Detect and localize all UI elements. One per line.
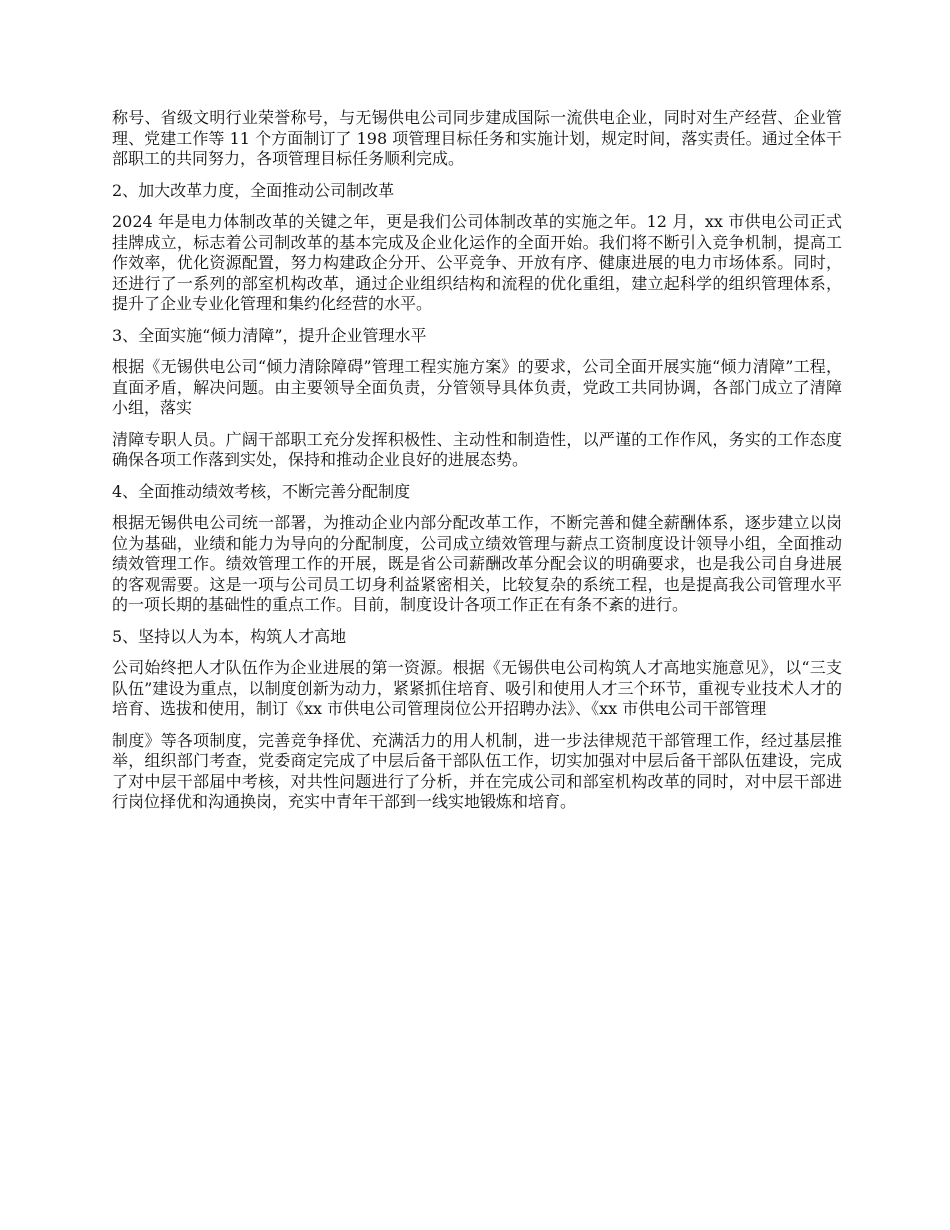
paragraph-5b: 制度》等各项制度，完善竞争择优、充满活力的用人机制，进一步法律规范干部管理工作，经过基层推举，组织部门考查，党委商定完成了中层后备干部队伍工作，切实加强对中层后备干部队伍建设，完成了对中层干部届中考核，对共性问题进行了分析，并在完成公司和部室机构改革的同时，对中层干部进行岗位择优和沟通换岗，充实中青年干部到一线实地锻炼和培育。: [112, 730, 842, 811]
section-heading-5: 5、坚持以人为本，构筑人才高地: [112, 626, 347, 646]
section-heading-2: 2、加大改革力度，全面推动公司制改革: [112, 180, 395, 200]
section-heading-4: 4、全面推动绩效考核，不断完善分配制度: [112, 481, 411, 501]
paragraph-3b: 清障专职人员。广阔干部职工充分发挥积极性、主动性和制造性，以严谨的工作作风，务实的工作态度确保各项工作落到实处，保持和推动企业良好的进展态势。: [112, 429, 842, 469]
paragraph-1: 称号、省级文明行业荣誉称号，与无锡供电公司同步建成国际一流供电企业，同时对生产经营、企业管理、党建工作等 11 个方面制订了 198 项管理目标任务和实施计划，规定时间，落实责任。通过全体干部职工的共同努力，各项管理目标任务顺利完成。: [112, 108, 842, 168]
section-heading-3: 3、全面实施“倾力清障”，提升企业管理水平: [112, 325, 427, 345]
paragraph-3a: 根据《无锡供电公司“倾力清除障碍”管理工程实施方案》的要求，公司全面开展实施“倾力清障”工程，直面矛盾，解决问题。由主要领导全面负责，分管领导具体负责，党政工共同协调，各部门成立了清障小组，落实: [112, 357, 842, 417]
document-body: [112, 108, 842, 824]
paragraph-5a: 公司始终把人才队伍作为企业进展的第一资源。根据《无锡供电公司构筑人才高地实施意见》，以“三支队伍”建设为重点，以制度创新为动力，紧紧抓住培育、吸引和使用人才三个环节，重视专业技术人才的培育、选拔和使用，制订《xx 市供电公司管理岗位公开招聘办法》、《xx 市供电公司干部管理: [112, 658, 842, 718]
paragraph-4: 根据无锡供电公司统一部署，为推动企业内部分配改革工作，不断完善和健全薪酬体系，逐步建立以岗位为基础，业绩和能力为导向的分配制度，公司成立绩效管理与薪点工资制度设计领导小组，全面推动绩效管理工作。绩效管理工作的开展，既是省公司薪酬改革分配会议的明确要求，也是我公司自身进展的客观需要。这是一项与公司员工切身利益紧密相关，比较复杂的系统工程，也是提高我公司管理水平的一项长期的基础性的重点工作。目前，制度设计各项工作正在有条不紊的进行。: [112, 513, 842, 614]
paragraph-2: 2024 年是电力体制改革的关键之年，更是我们公司体制改革的实施之年。12 月，xx 市供电公司正式挂牌成立，标志着公司制改革的基本完成及企业化运作的全面开始。我们将不断引入竞争机制，提高工作效率，优化资源配置，努力构建政企分开、公平竞争、开放有序、健康进展的电力市场体系。同时，还进行了一系列的部室机构改革，通过企业组织结构和流程的优化重组，建立起科学的组织管理体系，提升了企业专业化管理和集约化经营的水平。: [112, 212, 842, 313]
